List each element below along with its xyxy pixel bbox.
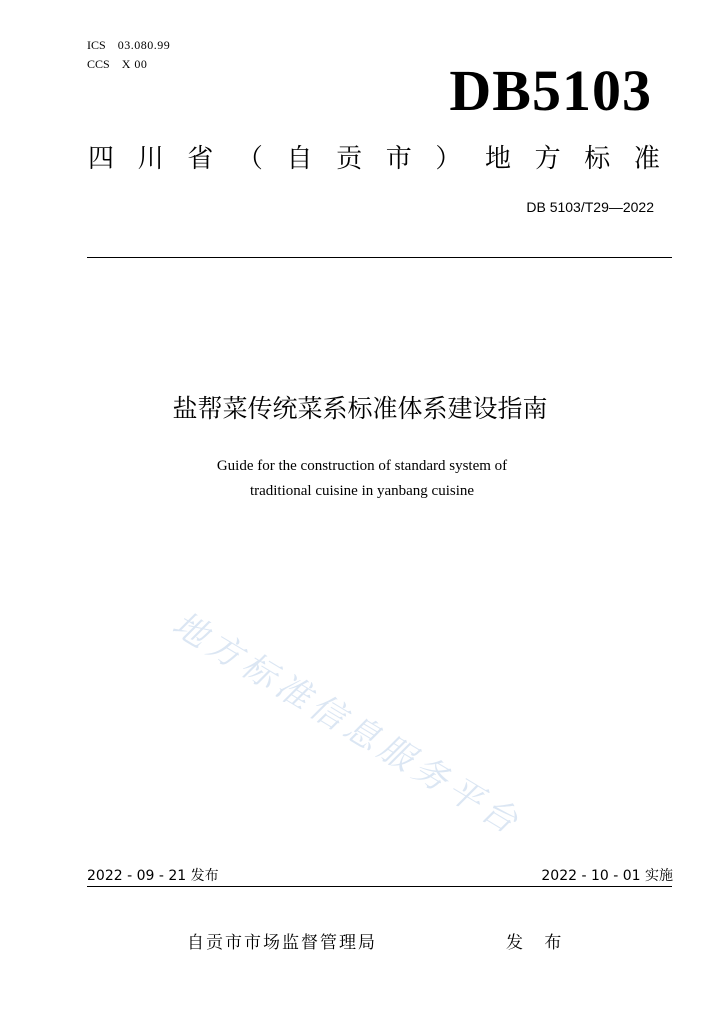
footer-divider [87,886,672,887]
issue-label: 发 布 [506,933,570,953]
implementation-date: 2022 - 10 - 01 实施 [541,868,673,884]
standard-type-char: 方 [534,144,561,174]
issue-date: 2022 - 09 - 21 发布 [87,868,219,884]
standard-type-char: 省 [187,144,214,174]
standard-type-heading [88,142,660,176]
header-divider [87,257,672,258]
ics-classification [87,38,170,52]
issuing-authority: 自贡市市场监督管理局 [187,933,377,953]
document-title-english-line2: traditional cuisine in yanbang cuisine [249,483,475,499]
ccs-code: X 00 [121,57,148,71]
ccs-label: CCS [87,57,110,71]
watermark: 地方标准信息服务平台 [165,604,529,845]
standard-logo: DB5103 [449,58,652,123]
standard-type-char: 自 [286,144,313,174]
standard-type-char: 市 [385,144,412,174]
standard-type-char: ） [435,144,462,174]
standard-type-char: 四 [88,144,115,174]
ics-code: 03.080.99 [117,38,171,52]
standard-type-char: 贡 [336,144,363,174]
ccs-classification [87,57,147,71]
standard-type-char: 准 [633,144,660,174]
document-title-english-line1: Guide for the construction of standard system of [216,458,508,474]
standard-type-char: 川 [137,144,164,174]
ics-label: ICS [87,38,106,52]
standard-type-char: 地 [485,144,512,174]
standard-number: DB 5103/T29—2022 [526,199,654,215]
standard-type-char: 标 [584,144,611,174]
document-title-chinese: 盐帮菜传统菜系标准体系建设指南 [172,394,548,423]
standard-type-char: （ [236,144,263,174]
